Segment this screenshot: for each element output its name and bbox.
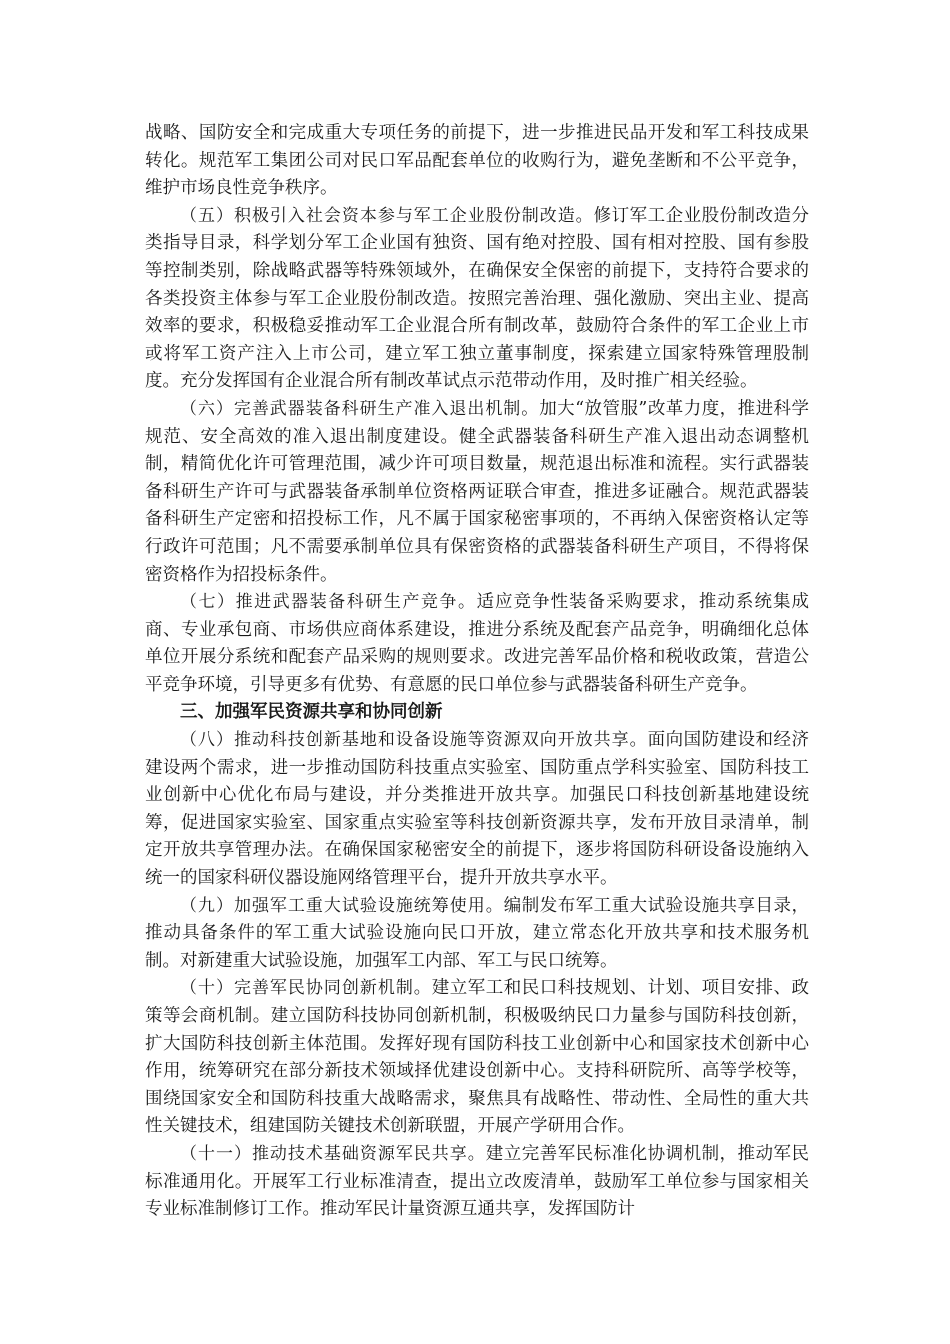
paragraph-8 xyxy=(145,727,809,893)
paragraph-10-body: 建立军工和民口科技规划、计划、项目安排、政策等会商机制。建立国防科技协同创新机制，积极吸纳民口力量参与国防科技创新，扩大国防科技创新主体范围。发挥好现有国防科技工业创新中心和国家技术创新中心作用，统筹研究在部分新技术领域择优建设创新中心。支持科研院所、高等学校等，围绕国家安全和国防科技重大战略需求，聚焦具有战略性、带动性、全局性的重大共性关键技术，组建国防关键技术创新联盟，开展产学研用合作。 xyxy=(145,978,810,1137)
paragraph-9-body: 编制发布军工重大试验设施共享目录，推动具备条件的军工重大试验设施向民口开放，建立常态化开放共享和技术服务机制。对新建重大试验设施，加强军工内部、军工与民口统筹。 xyxy=(145,895,810,971)
paragraph-9 xyxy=(145,893,809,976)
paragraph-9-lead: （九）加强军工重大试验设施统筹使用。 xyxy=(180,895,504,916)
paragraph-7 xyxy=(145,589,809,699)
document-page xyxy=(145,120,809,1224)
paragraph-6-lead: （六）完善武器装备科研生产准入退出机制。 xyxy=(180,398,540,419)
paragraph-7-body: 适应竞争性装备采购要求，推动系统集成商、专业承包商、市场供应商体系建设，推进分系统及配套产品竞争，明确细化总体单位开展分系统和配套产品采购的规则要求。改进完善军品价格和税收政策，营造公平竞争环境，引导更多有优势、有意愿的民口单位参与武器装备科研生产竞争。 xyxy=(145,592,809,695)
paragraph-5-lead: （五）积极引入社会资本参与军工企业股份制改造。 xyxy=(180,205,594,226)
paragraph-10-lead: （十）完善军民协同创新机制。 xyxy=(180,978,432,999)
paragraph-11 xyxy=(145,1141,809,1224)
paragraph-6-body: 加大“放管服”改革力度，推进科学规范、安全高效的准入退出制度建设。健全武器装备科研生产准入退出动态调整机制，精简优化许可管理范围，减少许可项目数量，规范退出标准和流程。实行武器装备科研生产许可与武器装备承制单位资格两证联合审查，推进多证融合。规范武器装备科研生产定密和招投标工作，凡不属于国家秘密事项的，不再纳入保密资格认定等行政许可范围；凡不需要承制单位具有保密资格的武器装备科研生产项目，不得将保密资格作为招投标条件。 xyxy=(145,398,809,585)
paragraph-intro: 战略、国防安全和完成重大专项任务的前提下，进一步推进民品开发和军工科技成果转化。规范军工集团公司对民口军品配套单位的收购行为，避免垄断和不公平竞争，维护市场良性竞争秩序。 xyxy=(145,123,809,199)
paragraph-5-body: 修订军工企业股份制改造分类指导目录，科学划分军工企业国有独资、国有绝对控股、国有相对控股、国有参股等控制类别，除战略武器等特殊领域外，在确保安全保密的前提下，支持符合要求的各类投资主体参与军工企业股份制改造。按照完善治理、强化激励、突出主业、提高效率的要求，积极稳妥推动军工企业混合所有制改革，鼓励符合条件的军工企业上市或将军工资产注入上市公司，建立军工独立董事制度，探索建立国家特殊管理股制度。充分发挥国有企业混合所有制改革试点示范带动作用，及时推广相关经验。 xyxy=(145,205,810,392)
paragraph-11-lead: （十一）推动技术基础资源军民共享。 xyxy=(180,1143,486,1164)
section-heading-3: 三、加强军民资源共享和协同创新 xyxy=(180,702,443,723)
paragraph-10 xyxy=(145,975,809,1141)
paragraph-11-body: 建立完善军民标准化协调机制，推动军民标准通用化。开展军工行业标准清查，提出立改废清单，鼓励军工单位参与国家相关专业标准制修订工作。推动军民计量资源互通共享，发挥国防计 xyxy=(145,1143,809,1220)
paragraph-6 xyxy=(145,396,809,589)
paragraph-7-lead: （七）推进武器装备科研生产竞争。 xyxy=(180,592,477,613)
paragraph-5 xyxy=(145,203,809,396)
paragraph-8-lead: （八）推动科技创新基地和设备设施等资源双向开放共享。 xyxy=(180,730,648,751)
paragraph-8-body: 面向国防建设和经济建设两个需求，进一步推动国防科技重点实验室、国防重点学科实验室、国防科技工业创新中心优化布局与建设，并分类推进开放共享。加强民口科技创新基地建设统筹，促进国家实验室、国家重点实验室等科技创新资源共享，发布开放目录清单，制定开放共享管理办法。在确保国家秘密安全的前提下，逐步将国防科研设备设施纳入统一的国家科研仪器设施网络管理平台，提升开放共享水平。 xyxy=(145,730,810,889)
